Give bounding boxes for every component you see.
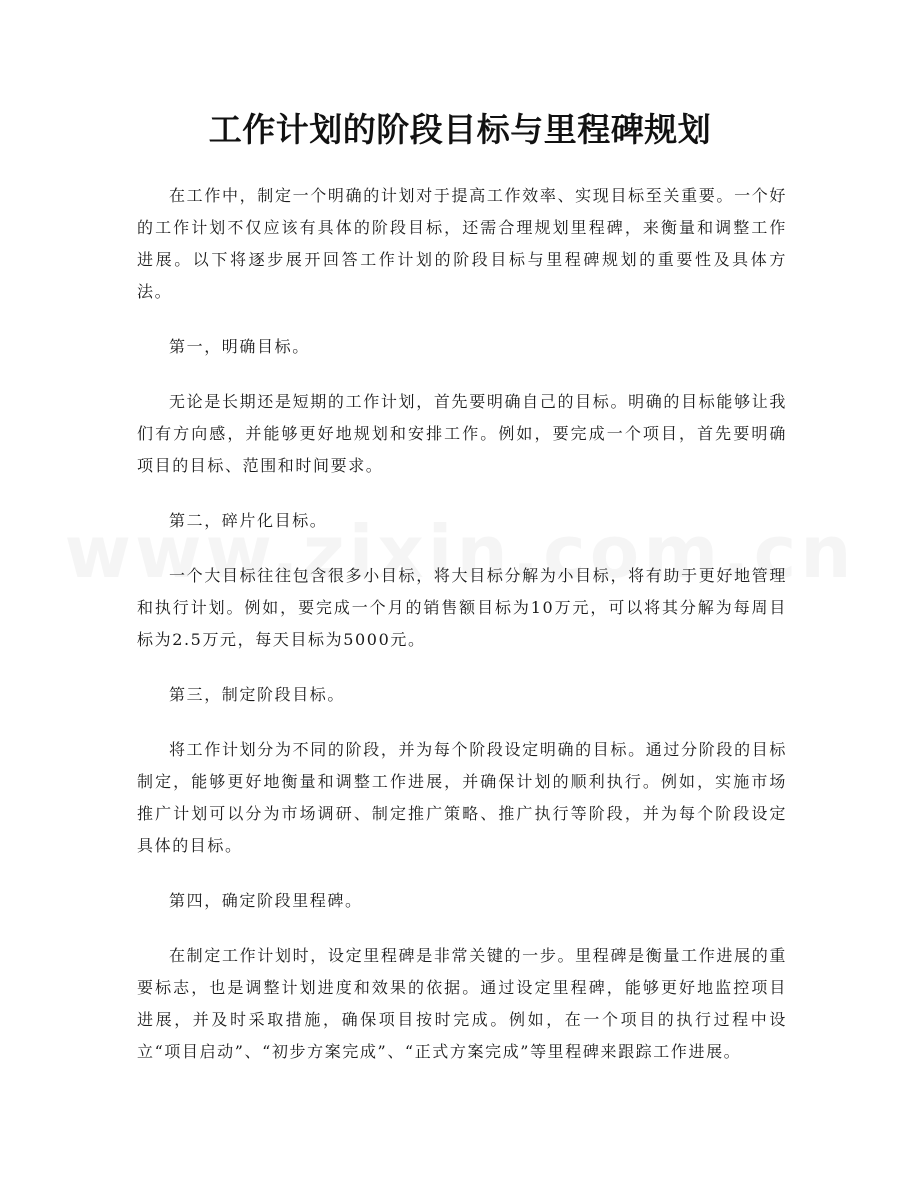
intro-paragraph: 在工作中，制定一个明确的计划对于提高工作效率、实现目标至关重要。一个好的工作计划不仅应该有具体的阶段目标，还需合理规划里程碑，来衡量和调整工作进展。以下将逐步展开回答工作计划的阶段目标与里程碑规划的重要性及具体方法。: [137, 186, 787, 301]
section-paragraph-1: 无论是长期还是短期的工作计划，首先要明确自己的目标。明确的目标能够让我们有方向感，并能够更好地规划和安排工作。例如，要完成一个项目，首先要明确项目的目标、范围和时间要求。: [137, 392, 787, 475]
document-title: 工作计划的阶段目标与里程碑规划: [208, 110, 712, 149]
section-heading-4: 第四，确定阶段里程碑。: [169, 891, 363, 910]
section-paragraph-2: 一个大目标往往包含很多小目标，将大目标分解为小目标，将有助于更好地管理和执行计划。例如，要完成一个月的销售额目标为10万元，可以将其分解为每周目标为2.5万元，每天目标为5000元。: [137, 566, 787, 649]
section-heading-1: 第一，明确目标。: [169, 337, 310, 356]
section-paragraph-3: 将工作计划分为不同的阶段，并为每个阶段设定明确的目标。通过分阶段的目标制定，能够更好地衡量和调整工作进展，并确保计划的顺利执行。例如，实施市场推广计划可以分为市场调研、制定推广策略、推广执行等阶段，并为每个阶段设定具体的目标。: [137, 740, 787, 855]
document-body: [137, 180, 787, 1091]
section-paragraph-4: 在制定工作计划时，设定里程碑是非常关键的一步。里程碑是衡量工作进展的重要标志，也是调整计划进度和效果的依据。通过设定里程碑，能够更好地监控项目进展，并及时采取措施，确保项目按时完成。例如，在一个项目的执行过程中设立“项目启动”、“初步方案完成”、“正式方案完成”等里程碑来跟踪工作进展。: [137, 946, 787, 1061]
section-heading-2: 第二，碎片化目标。: [169, 511, 328, 530]
section-heading-3: 第三，制定阶段目标。: [169, 685, 346, 704]
